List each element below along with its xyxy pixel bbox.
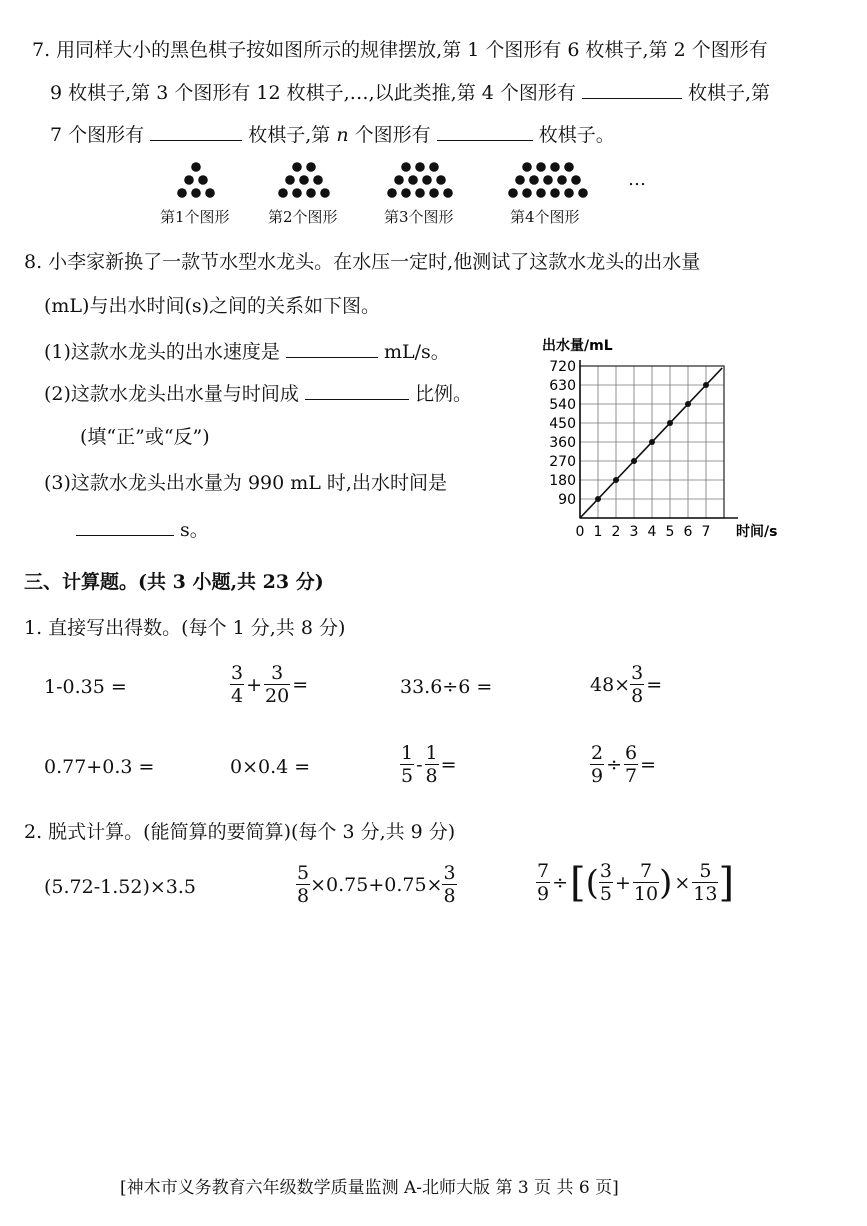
expr-3: 33.6÷6 = [400,676,493,698]
fraction [400,742,414,787]
expr-1: 1-0.35 = [44,676,127,698]
q7-line3-text-d: 个图形有 [354,124,431,146]
chess-piece-dot [320,188,330,198]
fraction [230,662,244,707]
numerator: 3 [599,860,612,882]
chess-piece-dot [550,188,560,198]
q8-part1-text: (1)这款水龙头的出水速度是 [44,341,280,363]
expr-2 [230,662,310,707]
data-point [649,439,655,445]
chess-piece-dot [536,162,546,172]
numerator: 2 [591,742,604,764]
chess-piece-dot [508,188,518,198]
operator: × [674,871,691,894]
denominator: 9 [537,883,550,905]
q7-line2-text: 9 枚棋子,第 3 个图形有 12 枚棋子,…,以此类推,第 4 个图形有 [50,82,576,104]
q8-part2 [44,381,472,406]
q8-part1 [44,339,450,364]
equals: = [440,753,457,776]
numerator: 5 [297,862,310,884]
denominator: 8 [425,765,438,787]
chess-piece-dot [299,175,309,185]
equals: = [640,753,657,776]
numerator: 5 [699,860,712,882]
fraction [425,742,439,787]
chess-piece-dot [198,175,208,185]
calc-q1-title: 1. 直接写出得数。(每个 1 分,共 8 分) [24,617,346,639]
y-tick-label: 360 [549,435,576,451]
chess-piece-dot [184,175,194,185]
numerator: 1 [425,742,438,764]
q7-blank-4th[interactable] [582,80,682,99]
q7-line3-text-e: 枚棋子。 [538,124,615,146]
q7-line3-text: 7 个图形有 [50,124,145,146]
denominator: 8 [297,885,310,907]
chess-piece-dot [564,162,574,172]
right-parenthesis: ) [659,862,673,903]
fraction [590,742,604,787]
left-square-bracket: [ [570,859,586,906]
denominator: 20 [265,685,290,707]
chess-piece-dot [436,175,446,185]
denominator: 8 [443,885,456,907]
numerator: 7 [639,860,653,882]
q8-part3-unit: s。 [180,519,209,541]
q7-line3 [50,122,615,147]
x-tick-label: 5 [665,524,675,540]
y-tick-label: 180 [549,473,576,489]
data-point [631,458,637,464]
numerator: 6 [625,742,638,764]
q7-line3-text-b: 枚棋子,第 [248,124,331,146]
q8-part2-text: (2)这款水龙头出水量与时间成 [44,383,299,405]
calc2-expr-3 [536,860,734,905]
q8-line2: (mL)与出水时间(s)之间的关系如下图。 [44,295,381,317]
fraction [296,862,310,907]
chess-piece-dot [285,175,295,185]
operator: + [614,871,631,894]
chess-piece-dot [564,188,574,198]
denominator: 4 [231,685,244,707]
left-parenthesis: ( [585,862,599,903]
numerator: 3 [443,862,456,884]
calc2-expr-2 [296,862,457,907]
x-tick-label: 4 [647,524,657,540]
numerator: 3 [631,662,644,684]
fraction [692,860,718,905]
numerator: 3 [271,662,284,684]
x-tick-label: 7 [701,524,711,540]
y-tick-label: 270 [549,454,576,470]
calc-q2-title: 2. 脱式计算。(能简算的要简算)(每个 3 分,共 9 分) [24,821,456,843]
q8-blank-speed[interactable] [286,339,378,358]
y-axis-label: 出水量/mL [542,338,613,354]
chess-piece-dot [306,188,316,198]
denominator: 9 [591,765,604,787]
expr-8 [590,742,658,787]
chess-piece-dot [571,175,581,185]
q8-part3: (3)这款水龙头出水量为 990 mL 时,出水时间是 [44,472,447,494]
fraction [442,862,456,907]
x-tick-label: 6 [683,524,693,540]
chess-piece-dot [536,188,546,198]
denominator: 5 [401,765,414,787]
q7-line2 [50,80,770,105]
chess-piece-dot [429,162,439,172]
q8-part2-end: 比例。 [415,383,473,405]
q8-part3-answer [76,517,209,542]
data-point [703,382,709,388]
x-tick-label: 3 [629,524,639,540]
chess-piece-dot [394,175,404,185]
calc2-expr-2-middle: ×0.75+0.75× [310,873,443,896]
chess-piece-dot [415,162,425,172]
data-point [613,477,619,483]
chess-piece-dot [557,175,567,185]
q8-part2-hint: (填“正”或“反”) [80,426,210,448]
fraction [264,662,290,707]
chess-piece-dot [578,188,588,198]
y-tick-label: 720 [549,359,576,375]
denominator: 13 [693,883,718,905]
chess-piece-dot [550,162,560,172]
x-tick-label: 0 [575,524,585,540]
denominator: 8 [631,685,644,707]
operator: ÷ [552,871,569,894]
q8-blank-proportion[interactable] [305,381,409,400]
expr-6: 0×0.4 = [230,756,311,778]
chess-piece-dot [422,175,432,185]
figure-ellipsis: … [628,169,646,190]
data-point [667,420,673,426]
chess-piece-dot [529,175,539,185]
q7-n-variable: n [336,124,349,146]
y-tick-label: 630 [549,378,576,394]
q8-part1-unit: mL/s。 [384,341,450,363]
chess-piece-dot [522,162,532,172]
numerator: 7 [537,860,550,882]
data-point [685,401,691,407]
expr-7 [400,742,459,787]
fraction [536,860,550,905]
expr-5: 0.77+0.3 = [44,756,155,778]
chess-piece-dot [401,188,411,198]
denominator: 7 [625,765,638,787]
q7-line1: 7. 用同样大小的黑色棋子按如图所示的规律摆放,第 1 个图形有 6 枚棋子,第 2 个图形有 [32,39,768,61]
chess-piece-dot [429,188,439,198]
water-flow-chart [530,330,800,545]
operator: + [246,673,263,696]
fraction [630,662,644,707]
denominator: 10 [633,883,659,905]
chess-piece-dot [191,188,201,198]
chess-piece-dot [278,188,288,198]
fraction [633,860,659,905]
chess-piece-dot [205,188,215,198]
section3-title: 三、计算题。(共 3 小题,共 23 分) [24,571,324,593]
page-footer: [神木市义务教育六年级数学质量监测 A-北师大版 第 3 页 共 6 页] [120,1178,619,1198]
fraction [599,860,613,905]
q8-line1: 8. 小李家新换了一款节水型水龙头。在水压一定时,他测试了这款水龙头的出水量 [24,251,701,273]
chess-piece-dot [443,188,453,198]
chess-piece-dot [515,175,525,185]
equals: = [646,673,663,696]
q7-blank-nth[interactable] [437,122,533,141]
calc2-expr-1: (5.72-1.52)×3.5 [44,876,196,898]
numerator: 3 [231,662,244,684]
chess-piece-dot [292,188,302,198]
expr-4 [590,662,664,707]
equals: = [292,673,309,696]
fraction [624,742,638,787]
x-tick-label: 2 [611,524,621,540]
chess-piece-dot [408,175,418,185]
operator: ÷ [606,753,623,776]
chess-piece-dot [543,175,553,185]
y-tick-label: 90 [558,492,576,508]
chess-piece-dot [313,175,323,185]
figure-label-2: 第2个图形 [268,208,338,226]
y-tick-label: 540 [549,397,576,413]
chess-piece-dot [306,162,316,172]
figure-label-3: 第3个图形 [384,208,454,226]
chess-piece-dot [387,188,397,198]
figure-label-4: 第4个图形 [510,208,580,226]
y-tick-label: 450 [549,416,576,432]
denominator: 5 [599,883,612,905]
operator: - [416,753,423,776]
expr-4-prefix: 48× [590,673,631,696]
x-tick-label: 1 [593,524,603,540]
numerator: 1 [401,742,414,764]
q7-line2-text-b: 枚棋子,第 [687,82,771,104]
chess-piece-dot [292,162,302,172]
figure-label-1: 第1个图形 [160,208,230,226]
q7-blank-7th[interactable] [150,122,242,141]
chess-piece-dot [415,188,425,198]
chess-piece-dot [177,188,187,198]
chess-piece-dot [522,188,532,198]
data-point [595,496,601,502]
chess-piece-dot [401,162,411,172]
chess-piece-dot [191,162,201,172]
right-square-bracket: ] [718,859,735,906]
q8-blank-time[interactable] [76,517,174,536]
x-axis-label: 时间/s [736,524,778,540]
